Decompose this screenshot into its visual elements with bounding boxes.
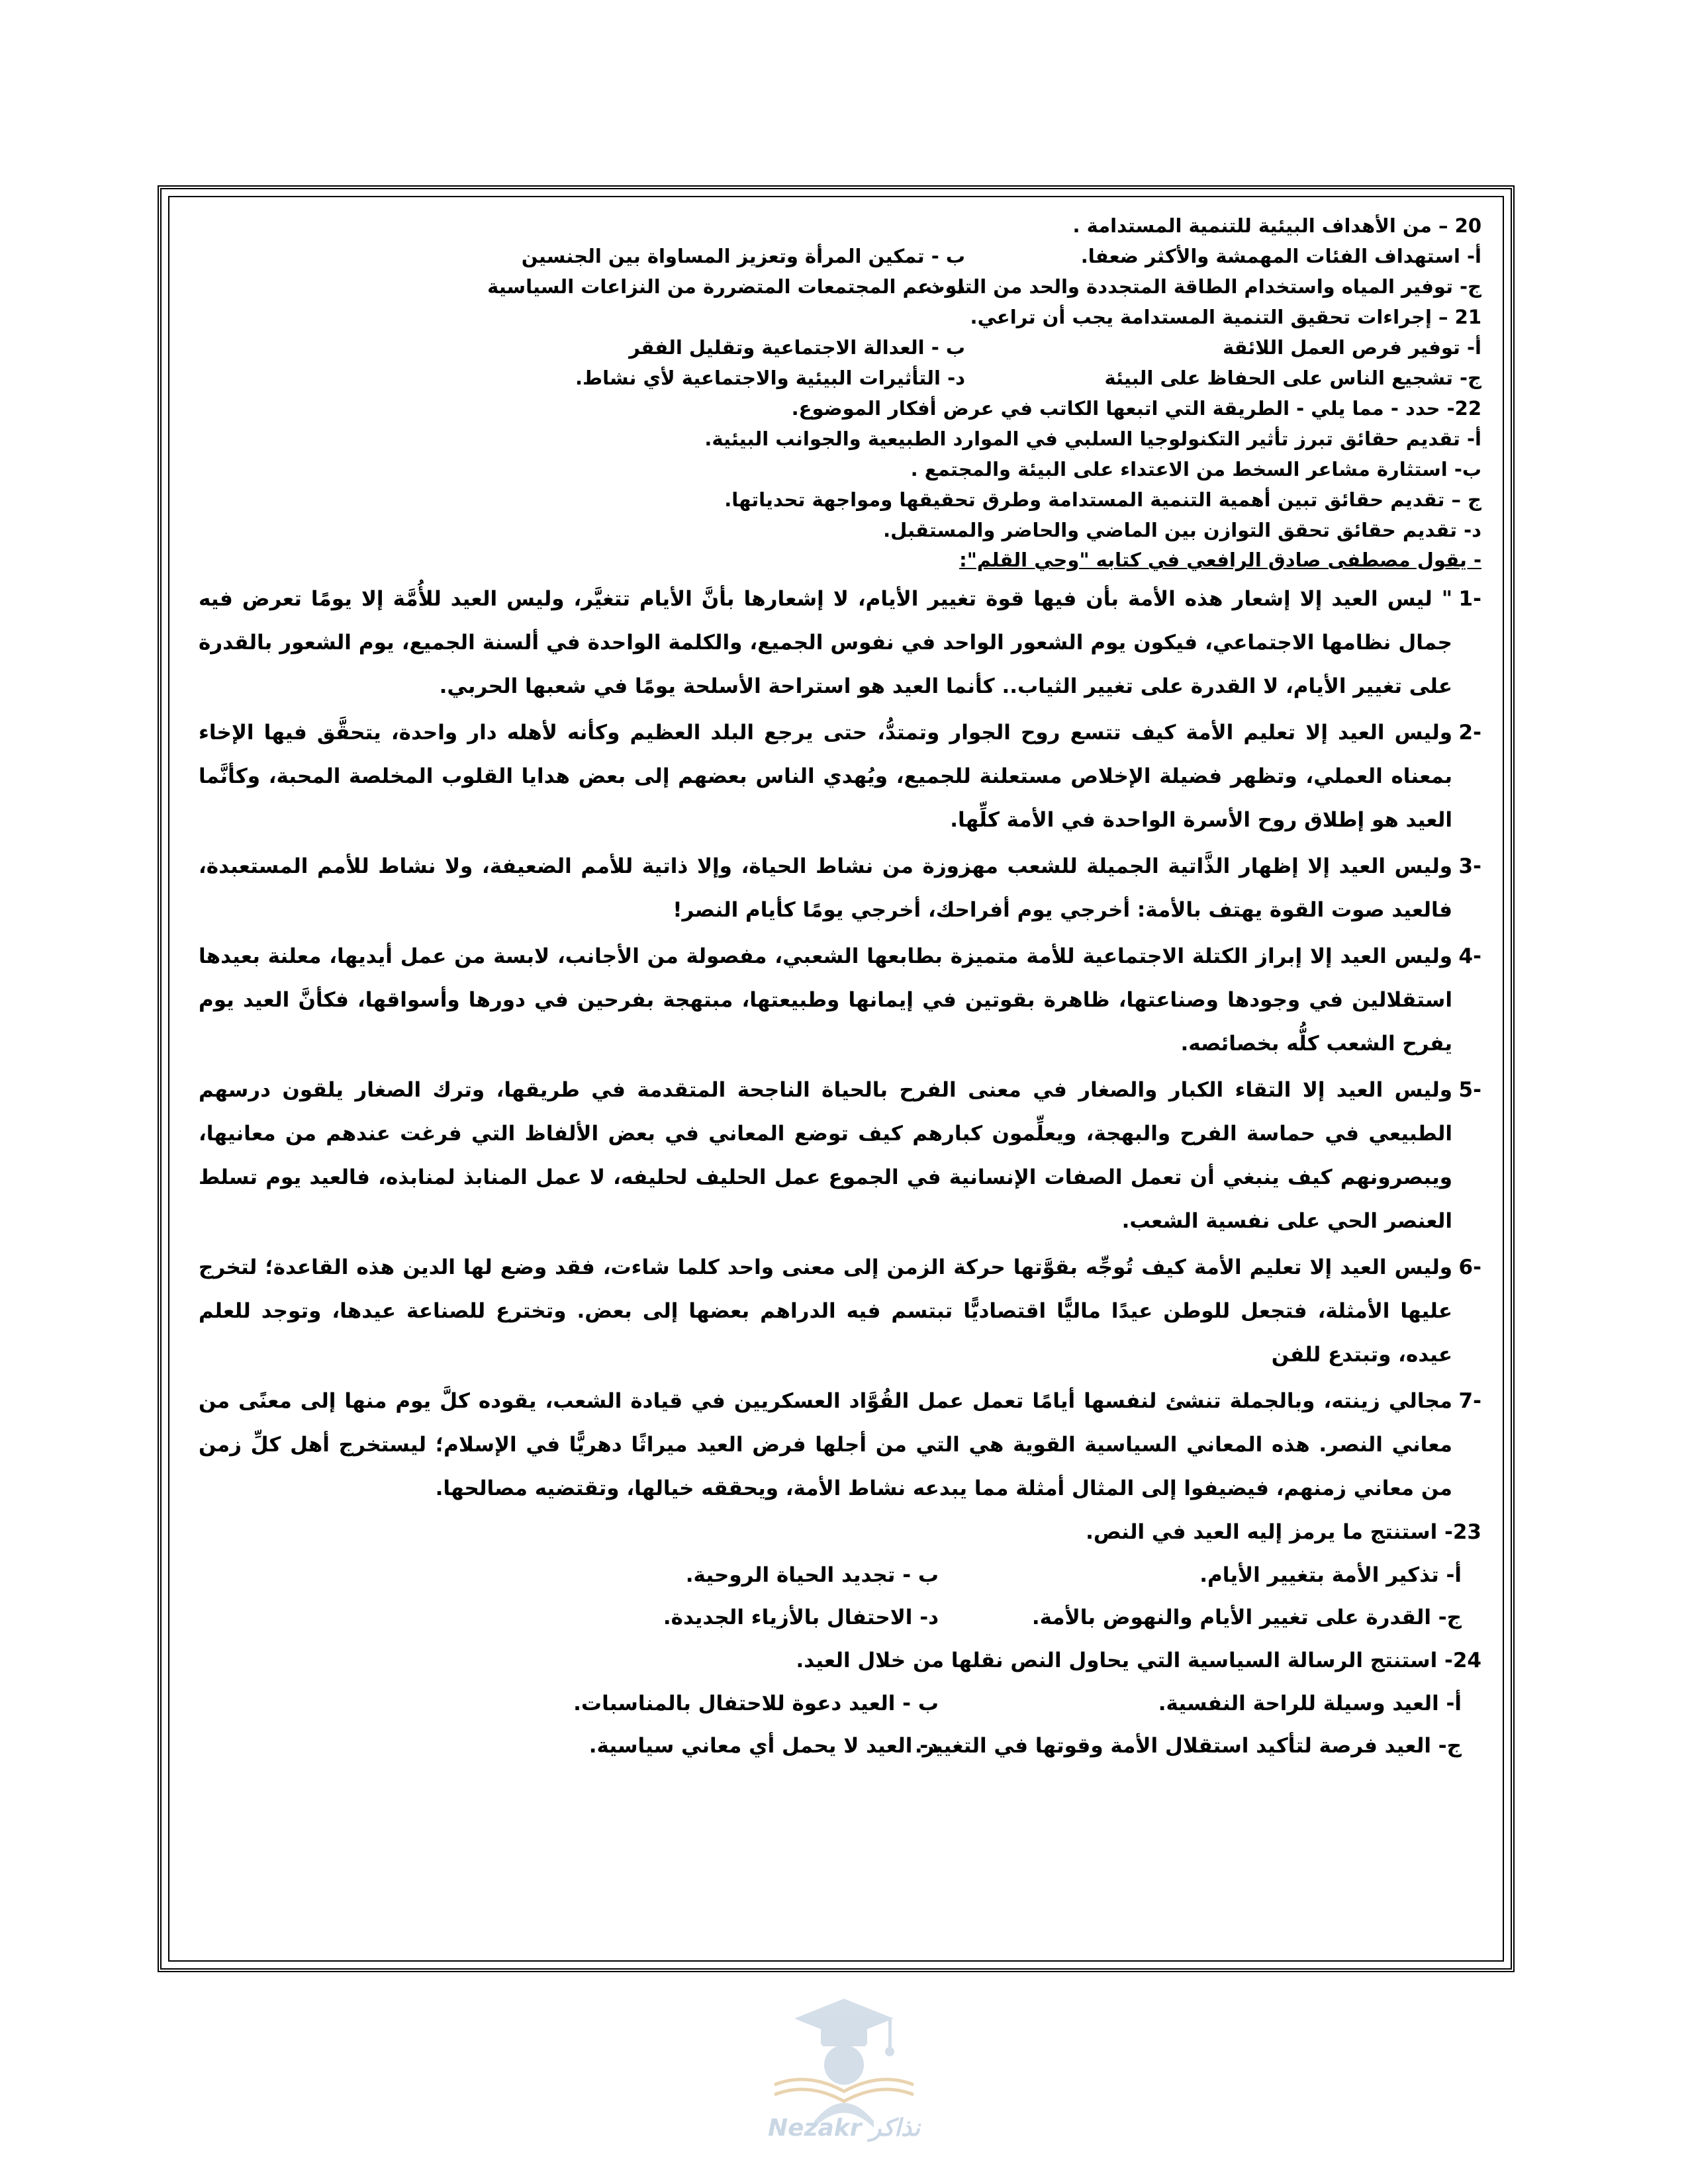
exam-content (199, 210, 1481, 1767)
q24-option-a: أ- العيد وسيلة للراحة النفسية. (1158, 1692, 1462, 1715)
q21-option-b: ب - العدالة الاجتماعية وتقليل الفقر (629, 336, 965, 359)
passage-paragraph (199, 934, 1481, 1066)
question-21: 21 – إجراءات تحقيق التنمية المستدامة يجب أن تراعي. (970, 306, 1481, 328)
question-20-options-cd (199, 271, 1481, 302)
q24-option-d: د- العيد لا يحمل أي معاني سياسية. (588, 1734, 939, 1758)
question-20-options-ab (199, 241, 1481, 271)
question-23-options-ab (199, 1554, 1481, 1596)
passage-paragraph (199, 1246, 1481, 1377)
passage-paragraph (199, 1379, 1481, 1510)
q20-option-d: د- دعم المجتمعات المتضررة من النزاعات السياسية (487, 275, 965, 298)
q20-option-c: ج- توفير المياه واستخدام الطاقة المتجددة والحد من التلوث. (918, 275, 1481, 298)
q24-option-b: ب - العيد دعوة للاحتفال بالمناسبات. (573, 1692, 939, 1715)
paragraph-number: -1 (1458, 587, 1481, 611)
paragraph-number: -5 (1458, 1078, 1481, 1102)
question-24-options-cd (199, 1725, 1481, 1767)
question-21-options-ab (199, 332, 1481, 363)
question-23: 23- استنتج ما يرمز إليه العيد في النص. (1086, 1520, 1481, 1544)
q23-option-d: د- الاحتفال بالأزياء الجديدة. (663, 1606, 939, 1629)
q22-option-d: د- تقديم حقائق تحقق التوازن بين الماضي والحاضر والمستقبل. (883, 519, 1481, 541)
question-23-options-cd (199, 1596, 1481, 1639)
q20-option-a: أ- استهداف الفئات المهمشة والأكثر ضعفا. (1080, 245, 1481, 267)
paragraph-text: مجالي زينته، وبالجملة تنشئ لنفسها أيامًا تعمل عمل القُوَّاد العسكريين في قيادة الشعب، يقوده كلَّ يوم منها إلى معنًى من معاني النصر. هذه المعاني السياسية القوية هي التي من أجلها فرض العيد ميراثًا دهريًّا في الإسلام؛ ليستخرج أهل كلِّ زمن من معاني زمنهم، فيضيفوا إلى المثال أمثلة مما يبدعه نشاط الأمة، ويحققه خيالها، وتقتضيه مصالحها. (199, 1389, 1452, 1500)
passage-paragraph (199, 844, 1481, 932)
paragraph-text: " ليس العيد إلا إشعار هذه الأمة بأن فيها قوة تغيير الأيام، لا إشعارها بأنَّ الأيام تتغيَّر، وليس العيد للأُمَّة إلا يومًا تعرض فيه جمال نظامها الاجتماعي، فيكون يوم الشعور الواحد في نفوس الجميع، والكلمة الواحدة في ألسنة الجميع، يوم الشعور بالقدرة على تغيير الأيام، لا القدرة على تغيير الثياب.. كأنما العيد هو استراحة الأسلحة يومًا في شعبها الحربي. (199, 587, 1452, 698)
q23-option-b: ب - تجديد الحياة الروحية. (685, 1563, 939, 1587)
q21-option-d: د- التأثيرات البيئية والاجتماعية لأي نشاط. (575, 367, 965, 389)
paragraph-number: -4 (1458, 944, 1481, 968)
paragraph-text: وليس العيد إلا إبراز الكتلة الاجتماعية للأمة متميزة بطابعها الشعبي، مفصولة من الأجانب، لابسة من عمل أيديها، معلنة بعيدها استقلالين في وجودها وصناعتها، ظاهرة بقوتين في إيمانها وطبيعتها، مبتهجة بفرحين في دورها وأسواقها، فكأنَّ العيد يوم يفرح الشعب كلُّه بخصائصه. (199, 944, 1452, 1056)
paragraph-number: -6 (1458, 1255, 1481, 1279)
q22-option-b: ب- استثارة مشاعر السخط من الاعتداء على البيئة والمجتمع . (910, 458, 1481, 480)
paragraph-text: وليس العيد إلا تعليم الأمة كيف تتسع روح الجوار وتمتدُّ، حتى يرجع البلد العظيم وكأنه لأهله دار واحدة، يتحقَّق فيها الإخاء بمعناه العملي، وتظهر فضيلة الإخلاص مستعلنة للجميع، ويُهدي الناس بعضهم إلى بعض هدايا القلوب المخلصة المحبة، وكأنَّما العيد هو إطلاق روح الأسرة الواحدة في الأمة كلِّها. (199, 721, 1452, 832)
paragraph-number: -2 (1458, 721, 1481, 745)
question-22: 22- حدد - مما يلي - الطريقة التي اتبعها الكاتب في عرض أفكار الموضوع. (791, 397, 1481, 420)
paragraph-number: -7 (1458, 1389, 1481, 1413)
question-24: 24- استنتج الرسالة السياسية التي يحاول النص نقلها من خلال العيد. (796, 1649, 1481, 1672)
paragraph-text: وليس العيد إلا إظهار الذَّاتية الجميلة للشعب مهزوزة من نشاط الحياة، وإلا ذاتية للأمم الضعيفة، ولا نشاط للأمم المستعبدة، فالعيد صوت القوة يهتف بالأمة: أخرجي يوم أفراحك، أخرجي يومًا كأيام النصر! (199, 854, 1452, 922)
watermark-text: Nezakr نذاكر (768, 2115, 920, 2142)
q21-option-c: ج- تشجيع الناس على الحفاظ على البيئة (1104, 367, 1481, 389)
q23-option-c: ج- القدرة على تغيير الأيام والنهوض بالأمة. (1031, 1606, 1462, 1629)
passage-paragraph (199, 577, 1481, 708)
q22-option-a: أ- تقديم حقائق تبرز تأثير التكنولوجيا السلبي في الموارد الطبيعية والجوانب البيئية. (704, 428, 1481, 450)
question-21-options-cd (199, 363, 1481, 393)
paragraph-text: وليس العيد إلا تعليم الأمة كيف تُوجِّه بقوَّتها حركة الزمن إلى معنى واحد كلما شاءت، فقد وضع لها الدين هذه القاعدة؛ لتخرج عليها الأمثلة، فتجعل للوطن عيدًا ماليًّا اقتصاديًّا تبتسم فيه الدراهم بعضها إلى بعض. وتخترع للصناعة عيدها، وتوجد للعلم عيده، وتبتدع للفن (199, 1255, 1452, 1367)
q24-option-c: ج- العيد فرصة لتأكيد استقلال الأمة وقوتها في التغيير. (914, 1734, 1462, 1758)
question-24-options-ab (199, 1682, 1481, 1725)
q23-option-a: أ- تذكير الأمة بتغيير الأيام. (1199, 1563, 1462, 1587)
paragraph-number: -3 (1458, 854, 1481, 878)
paragraph-text: وليس العيد إلا التقاء الكبار والصغار في معنى الفرح بالحياة الناجحة المتقدمة في طريقها، وترك الصغار يلقون درسهم الطبيعي في حماسة الفرح والبهجة، ويعلِّمون كبارهم كيف توضع المعاني في بعض الألفاظ التي فرغت عندهم من معانيها، ويبصرونهم كيف ينبغي أن تعمل الصفات الإنسانية في الجموع عمل الحليف لحليفه، لا عمل المنابذ لمنابذه، فالعيد يوم تسلط العنصر الحي على نفسية الشعب. (199, 1078, 1452, 1233)
q20-option-b: ب - تمكين المرأة وتعزيز المساواة بين الجنسين (521, 245, 965, 267)
question-20: 20 – من الأهداف البيئية للتنمية المستدامة . (1072, 214, 1481, 237)
q21-option-a: أ- توفير فرص العمل اللائقة (1222, 336, 1481, 359)
passage-paragraph (199, 711, 1481, 842)
passage-paragraph (199, 1068, 1481, 1243)
q22-option-c: ج – تقديم حقائق تبين أهمية التنمية المستدامة وطرق تحقيقها ومواجهة تحدياتها. (724, 488, 1481, 511)
passage-intro: - يقول مصطفى صادق الرافعي في كتابه "وحي القلم": (959, 549, 1481, 571)
